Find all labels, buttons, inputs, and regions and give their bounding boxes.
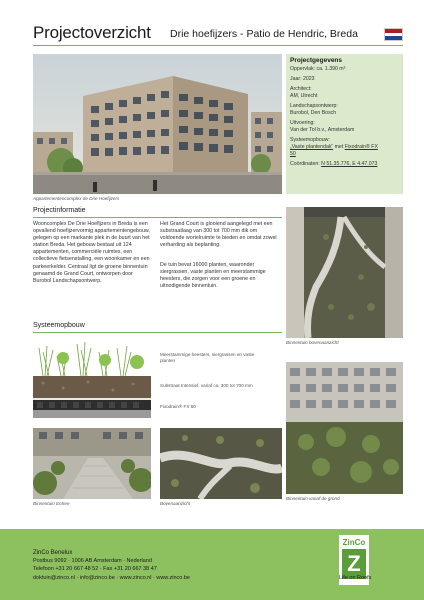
zinco-logo-text: ZinCo: [342, 538, 366, 547]
info-rule: [33, 217, 282, 218]
systeem-link-fixodrain[interactable]: Fixodrain® FX: [344, 144, 378, 150]
garden-top-view-photo: [286, 207, 403, 338]
layer-substrate-label: Substraat Intensief, variaf ca. 300 tot 700 mm: [160, 383, 253, 388]
systeem-link-fixodrain-cont[interactable]: 50: [290, 151, 296, 157]
coord-label: Coördinaten:: [290, 161, 322, 167]
facts-systeem-value: [290, 144, 399, 151]
garden-ground-view-photo: [286, 362, 403, 494]
layer-vegetation-label: Meerstammige heesters, siergrassen en vaste planten: [160, 352, 255, 363]
facts-uitvoering-value: Van der Tol b.v., Amsterdam: [290, 127, 355, 133]
netherlands-flag-icon: [384, 28, 403, 41]
info-col2b: De tuin bevat 16000 planten, waaronder siergrassen, vaste planten en meerstammige heesters, die zorgen voor een groene en uitnodigende binnentuin.: [160, 262, 266, 290]
garden-entrance-photo: [33, 428, 151, 499]
facts-jaar: Jaar: 2023: [290, 76, 315, 82]
project-facts-panel: [286, 54, 403, 194]
facts-landschap-label: Landschapsontwerp:: [290, 103, 338, 109]
footer-contact: [33, 549, 190, 582]
header-rule: [33, 45, 403, 46]
facts-oppervlak: Oppervlak: ca. 1.390 m²: [290, 66, 346, 72]
footer-phone: Telefoon +31 20 667 48 52 · Fax +31 20 667 38 47: [33, 566, 157, 573]
footer-company: ZinCo Benelux: [33, 550, 73, 556]
system-buildup-illustration: [33, 338, 151, 418]
footer-tagline: Life on Roofs: [339, 575, 372, 581]
systeem-connector: met: [333, 144, 345, 150]
bottom-mid-caption: Bovenaanzicht: [160, 501, 191, 506]
garden-overhead-photo: [160, 428, 282, 499]
project-subtitle: Drie hoefijzers - Patio de Hendric, Breda: [170, 28, 358, 40]
zinco-z-icon: Z: [342, 549, 366, 579]
coord-link[interactable]: N 51.35.776, E 4.47.073: [321, 161, 378, 167]
footer-address: Postbus 9092 · 1006 AB Amsterdam · Nederland: [33, 558, 152, 565]
systeem-link-vaste-plantendak[interactable]: „Vaste plantendak“: [290, 144, 334, 150]
info-col1: Wooncomplex De Drie Hoefijzers in Breda is een opvallend hoefijzervormig appartementengebouw, gelegen op een markante plek in de buurt van het station Breda. Het gebouw bestaat uit 124 appartementen, commerciële ruimtes, een collectieve fietsenstalling, een woonkamer en een parkeerkelder. Centraal ligt de groene binnentuin genaamd de Grand Court, ontworpen door Burobol Landschapsontwerp.: [33, 221, 150, 284]
facts-architect-label: Architect:: [290, 86, 312, 92]
facts-architect-value: AM, Utrecht: [290, 93, 318, 99]
info-col2a: Het Grand Court is glooiend aangelegd met een substraatlaag van 300 tot 700 mm dik om voldoende wortelruimte te bieden en omdat zowel verharding als beplanting.: [160, 221, 277, 249]
page-title: Projectoverzicht: [33, 23, 151, 42]
facts-coordinates: [290, 161, 399, 168]
footer-web-email[interactable]: doktuin@zinco.nl · info@zinco.be · www.zinco.nl · www.zinco.be: [33, 574, 190, 581]
bottom-left-caption: Binnentuin Entree: [33, 501, 70, 506]
system-heading: Systeemopbouw: [33, 322, 85, 329]
right2-caption: Binnentuin vanaf de grond: [286, 496, 340, 501]
right1-caption: Binnentuin bovenaanzicht: [286, 340, 339, 345]
facts-landschap-value: Burobol, Den Bosch: [290, 110, 337, 116]
hero-caption: Appartementencomplex de Drie Hoefijzers: [33, 196, 120, 201]
system-rule: [33, 332, 282, 333]
facts-title: Projectgegevens: [290, 57, 343, 64]
layer-drain-label: Fixodrain® FX 50: [160, 404, 196, 409]
hero-building-photo: [33, 54, 282, 194]
facts-systeem-label: Systeemopbouw:: [290, 137, 330, 143]
info-heading: Projectinformatie: [33, 207, 86, 214]
facts-uitvoering-label: Uitvoering:: [290, 120, 315, 126]
